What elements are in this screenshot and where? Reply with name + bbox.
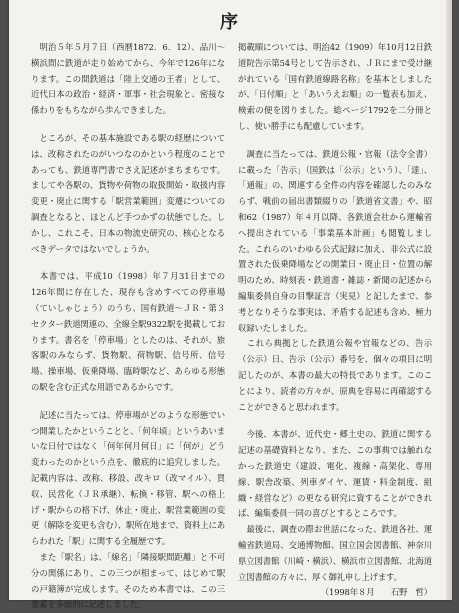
paragraph: 最後に、調査の際お世話になった、鉄道各社、運輸省鉄道局、交通博物館、国立国会図書館、神奈川県立図書館（川崎・横浜）、横浜市立図書館、北海道立図書館の方々に、厚く御礼申し上げます。 (238, 524, 432, 582)
paragraph: 明治５年５月７日（西暦1872．6．12）、品川～横浜間に鉄道が走り始めてから、今年で126年になります。この間鉄道は「陸上交通の王者」として、近代日本の政治・経済・軍事・社会現象と、密接な係わりをもちながら歩んできました。 (31, 42, 225, 116)
paragraph: また「駅名」は、「線名」「隣接駅間距離」と不可分の関係にあり、この三つが相まって、はじめて駅の戸籍簿が完成します。そのため本書では、この三要素を多面的に記述しました。 (31, 551, 225, 610)
left-column (31, 40, 225, 613)
paragraph: これら典拠とした鉄道公報や官報などの、告示（公示）日、告示（公示）番号を、個々の項目に明記したのが、本書の最大の特長であります。このことにより、読者の方々が、原典を容易に再確認することができると思われます。 (238, 338, 432, 412)
book-page (9, 0, 451, 610)
paragraph: 調査に当たっては、鉄道公報・官報（法令全書）に載った「告示」（国鉄は「公示」という）、「達」、「通報」の、関連する全件の内容を確認したのみならず、戦前の届出書類綴りの「鉄道省文書」や、昭和62（1987）年４月以降、各鉄道会社から運輸省へ提出されている「事業基本計画」も閲覧しました。これらのいわゆる公式記録に加え、非公式に設置された仮乗降場などの開業日・廃止日・位置の解明のため、時刻表・鉄道書・雑誌・新聞の記述から編集委員自身の目撃証言（実見）と記したまで、参考となりそうな事実は、矛盾する記述も含め、極力収録いたしました。 (238, 148, 432, 333)
page-edge (446, 0, 452, 600)
signature: （1998年８月 石野 哲） (320, 587, 432, 598)
paragraph: 掲載順については、明治42（1909）年10月12日鉄道院告示第54号として告示され、ＪＲにまで受け継がれている「国有鉄道線路名称」を基本としましたが、「日付順」と「あいうえお順」の一覧表も加え、検索の便を図りました。総ページ1792を二分冊とし、使い勝手にも配慮しています。 (238, 42, 432, 131)
paragraph: 本書では、平成10（1998）年７月31日までの126年間に存在した、現存も含めすべての停車場（ていしゃじょう）のうち、国有鉄道～ＪＲ・第３セクター鉄道関連の、全線全駅9322駅を掲載しております。書名を「停車場」としたのは、それが、旅客駅のみならず、貨物駅、荷物駅、信号所、信号場、操車場、仮乗降場、臨時駅など、あらゆる形態の駅を含む正式な用語であるからです。 (31, 271, 225, 392)
page-title: 序 (220, 12, 240, 33)
paragraph: ところが、その基本施設である駅の経歴については、改称されたのがいつなのかという程度のことであっても、鉄道専門書でさえ記述がまちまちです。ましてや各駅の、貨物や荷物の取扱開始・取扱内容変更・廃止に関する「駅営業範囲」変遷についての調査となると、ほとんど手つかずの状態でした。しかし、これこそ、日本の物流史研究の、核心となるべきデータではないでしょうか。 (31, 132, 225, 254)
paragraph: 今後、本書が、近代史・郷土史の、鉄道に関する記述の基礎資料となり、また、この事典では触れなかった鉄道史（建設、電化、複線・高架化、専用線、駅舎改築、列車ダイヤ、運賃・料金制度、組織・経営など）の更なる研究に資することができれば、編集委員一同の喜びとするところです。 (238, 429, 432, 519)
right-column (238, 40, 432, 601)
paragraph: 記述に当たっては、停車場がどのような形態でいつ開業したかということと、「何年頃」というあいまいな日付ではなく「何年何月何日」に「何が」どう変わったのかという点を、徹底的に追究しました。記載内容は、改称、移設、改キロ（改マイル）、買収、民営化（ＪＲ承継）、転換・移管、駅への格上げ・駅からの格下げ、休止・廃止、駅営業範囲の変更（解除を変更も含む）、駅所在地まで、資料上にあらわれた「駅」に関する全履歴です。 (31, 409, 225, 547)
